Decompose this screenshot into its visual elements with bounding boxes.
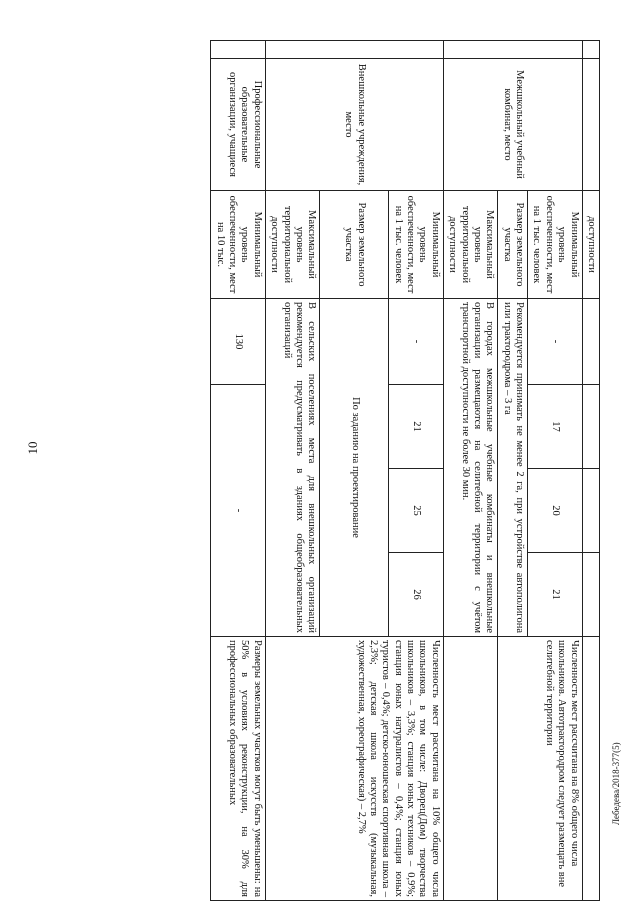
value-cell: 25 [389,469,444,553]
merged-text: Рекомендуется принимать не менее 2 га, при устройстве автополигона или трактородрома – 3 га [498,299,528,637]
value-cell: 26 [389,553,444,637]
indicator-label: Минимальный уровень обеспеченности, мест на 1 тыс. человек [528,191,583,299]
merged-text: В сельских поселениях места для внешкольных организаций рекомендуется предусматривать в зданиях общеобразовательных организаций [265,299,320,637]
indicator-label: Минимальный уровень обеспеченности, мест на 10 тыс. [211,191,266,299]
facility-name: Внешкольные учреждения, место [265,59,443,191]
value-cell: - [389,299,444,385]
merged-text: В городах межшкольные учебные комбинаты и внешкольные организации размещаются на селитебной территории с учётом транспортной доступности не более 30 мин. [443,299,498,637]
value-cell: - [211,385,266,637]
note-cell: Размеры земельных участков могут быть уменьшены: на 50% в условиях реконструкции, на 30% для профессиональных образовательных [211,637,266,901]
indicator-label: Размер земельного участка [498,191,528,299]
note-cell: Численность мест рассчитана на 10% общего числа школьников, в том числе: Дворец(Дом) творчества школьников – 3,3%; станция юных техников – 0,9%; станция юных натуралистов – 0,4%; станция юных туристов – 0,4%; детско-юношеская спортивная школа – 2,3%; детская школа искусств (музыкальная, художественная, хореографическая) – 2,7% [265,637,443,901]
norms-table [210,40,600,901]
document-stamp: Лебедева/2018-377(5) [611,742,621,825]
indicator-label: Размер земельного участка [320,191,389,299]
value-cell: 21 [528,553,583,637]
indicator-label: Минимальный уровень обеспеченности, мест на 1 тыс. человек [389,191,444,299]
table-row [582,41,599,901]
facility-name: Межшкольный учебный комбинат, место [443,59,582,191]
indicator-label: Максимальный уровень территориальной доступности [443,191,498,299]
value-cell: 20 [528,469,583,553]
value-cell: 130 [211,299,266,385]
page-number: 10 [25,441,40,455]
rotated-table-container [52,40,600,900]
continued-label: доступности [582,191,599,299]
value-cell: - [528,299,583,385]
merged-text: По заданию на проектирование [320,299,389,637]
table-row [389,41,444,901]
indicator-label: Максимальный уровень территориальной доступности [265,191,320,299]
table-row [528,41,583,901]
note-cell: Численность мест рассчитана на 8% общего числа школьников. Автотрактородром следует размещать вне селитебной территории [498,637,582,901]
table-row [211,41,266,901]
value-cell: 17 [528,385,583,469]
facility-name: Профессиональные образовательные организации, учащиеся [211,59,266,191]
value-cell: 21 [389,385,444,469]
